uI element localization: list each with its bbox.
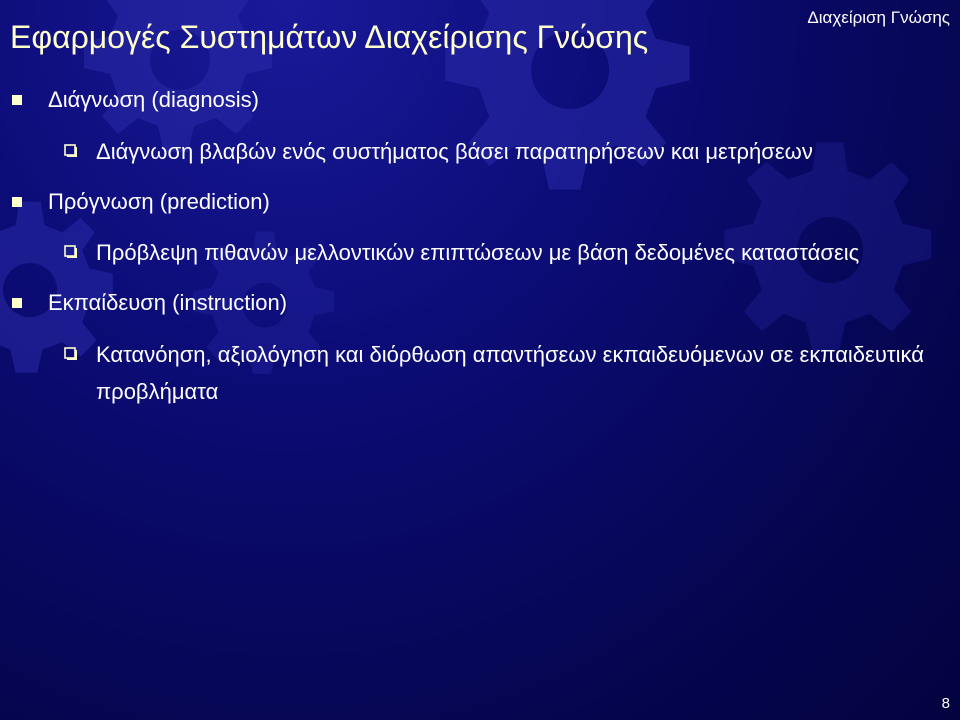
- bullet-item: [48, 289, 960, 318]
- hollow-square-bullet-icon: [64, 245, 78, 259]
- sub-bullet-text: Κατανόηση, αξιολόγηση και διόρθωση απαντήσεων εκπαιδευόμενων σε εκπαιδευτικά προβλήματα: [96, 341, 924, 404]
- sub-bullet-item: [96, 336, 940, 410]
- bullet-text: Διάγνωση (diagnosis): [48, 87, 260, 112]
- filled-square-bullet-icon: [12, 95, 22, 105]
- slide-title: Εφαρμογές Συστημάτων Διαχείρισης Γνώσης: [10, 19, 649, 55]
- bullet-text: Εκπαίδευση (instruction): [48, 290, 288, 316]
- filled-square-bullet-icon: [12, 298, 22, 308]
- bullet-text: Πρόγνωση (prediction): [48, 188, 270, 214]
- header-label: Διαχείριση Γνώσης: [807, 8, 950, 27]
- filled-square-bullet-icon: [12, 197, 22, 207]
- sub-bullet-item: [96, 133, 940, 170]
- hollow-square-bullet-icon: [64, 144, 78, 158]
- sub-bullet-text: Πρόβλεψη πιθανών μελλοντικών επιπτώσεων με βάση δεδομένες καταστάσεις: [96, 240, 860, 266]
- bullet-item: [48, 86, 960, 115]
- slide-content: [0, 86, 960, 410]
- bullet-item: [48, 188, 960, 217]
- sub-bullet-text: Διάγνωση βλαβών ενός συστήματος βάσει παρατηρήσεων και μετρήσεων: [96, 138, 813, 164]
- page-number: 8: [941, 695, 950, 712]
- sub-bullet-item: [96, 234, 940, 271]
- hollow-square-bullet-icon: [64, 347, 78, 361]
